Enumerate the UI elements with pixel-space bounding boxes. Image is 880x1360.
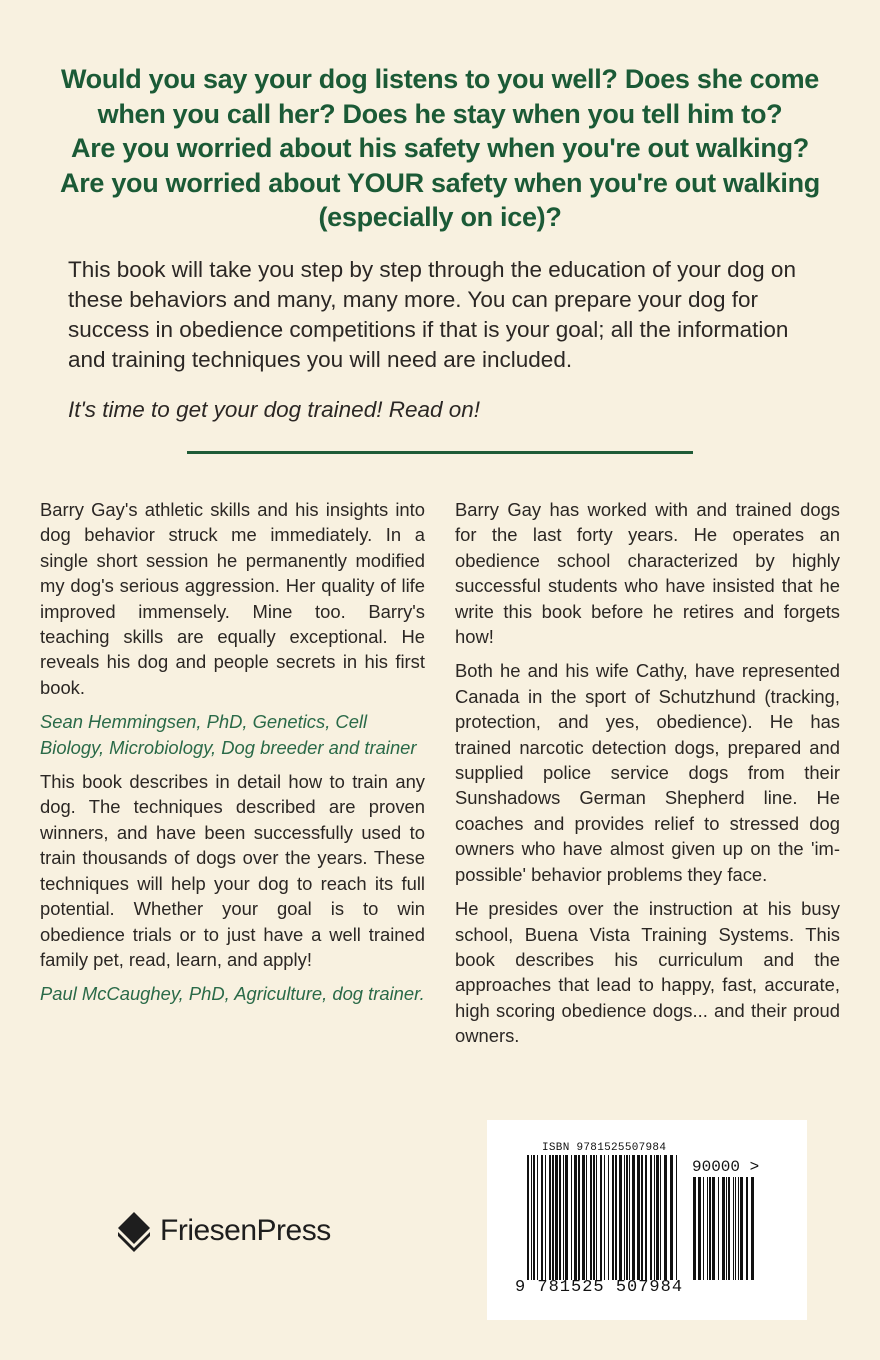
isbn-label: ISBN 9781525507984 [542, 1142, 667, 1154]
headline [60, 62, 820, 235]
section-divider [187, 451, 693, 454]
review-attribution: Paul McCaughey, PhD, Agriculture, dog trainer. [40, 983, 425, 1005]
price-addon-bars [693, 1177, 755, 1280]
price-code: 90000 > [692, 1158, 760, 1176]
headline-line: Are you worried about YOUR safety when you're out walking [60, 167, 820, 198]
friesenpress-logo-icon [116, 1210, 152, 1252]
headline-line: when you call her? Does he stay when you tell him to? [97, 98, 783, 129]
publisher-name: FriesenPress [160, 1214, 331, 1247]
bio-paragraph: He presides over the instruction at his busy school, Buena Vista Training Systems. This book describes his curriculum and the approaches that lead to happy, fast, accurate, high scoring obedience dogs... and their proud owners. [455, 898, 840, 1047]
headline-line: Would you say your dog listens to you well? Does she come [60, 64, 820, 94]
publisher-logo [116, 1210, 331, 1252]
review-attribution: Sean Hemmingsen, PhD, Genetics, Cell Biology, Microbiology, Dog breeder and trainer [40, 711, 417, 758]
intro-paragraph: This book will take you step by step through the education of your dog on these behaviors and many, many more. You can prepare your dog for success in obedience competitions if that is your goal; all the information and training techniques you will need are included. [68, 257, 796, 372]
bio-paragraph: Both he and his wife Cathy, have represented Canada in the sport of Schutzhund (tracking, protection, and yes, obedience). He has trained narcotic detection dogs, prepared and supplied police service dogs from their Sunshadows German Shepherd line. He coaches and provides relief to stressed dog owners who have almost given up on the 'impossible' behavior problems they face. [455, 660, 840, 885]
isbn-digits: 9 781525 507984 [515, 1278, 684, 1297]
bio-paragraph: Barry Gay has worked with and trained dogs for the last forty years. He operates an obedience school characterized by highly successful students who have insisted that he write this book before he retires and forgets how! [455, 499, 840, 648]
headline-line: (especially on ice)? [318, 202, 562, 232]
review-text: This book describes in detail how to train any dog. The techniques described are proven winners, and have been successfully used to train thousands of dogs over the years. These techniques will help your dog to reach its full potential. Whether your goal is to win obedience trials or to just have a well trained family pet, read, learn, and apply! [40, 771, 425, 970]
author-bio-column [455, 497, 840, 1058]
reviews-column [40, 497, 425, 1016]
headline-line: Are you worried about his safety when you're out walking? [71, 133, 809, 163]
tagline: It's time to get your dog trained! Read on! [68, 397, 481, 422]
isbn-barcode [487, 1120, 807, 1320]
ean-barcode-bars [527, 1155, 677, 1280]
review-text: Barry Gay's athletic skills and his insights into dog behavior struck me immediately. In a single short session he permanently modified my dog's serious aggression. Her quality of life improved immensely. Mine too. Barry's teaching skills are equally exceptional. He reveals his dog and people secrets in his first book. [40, 499, 425, 698]
